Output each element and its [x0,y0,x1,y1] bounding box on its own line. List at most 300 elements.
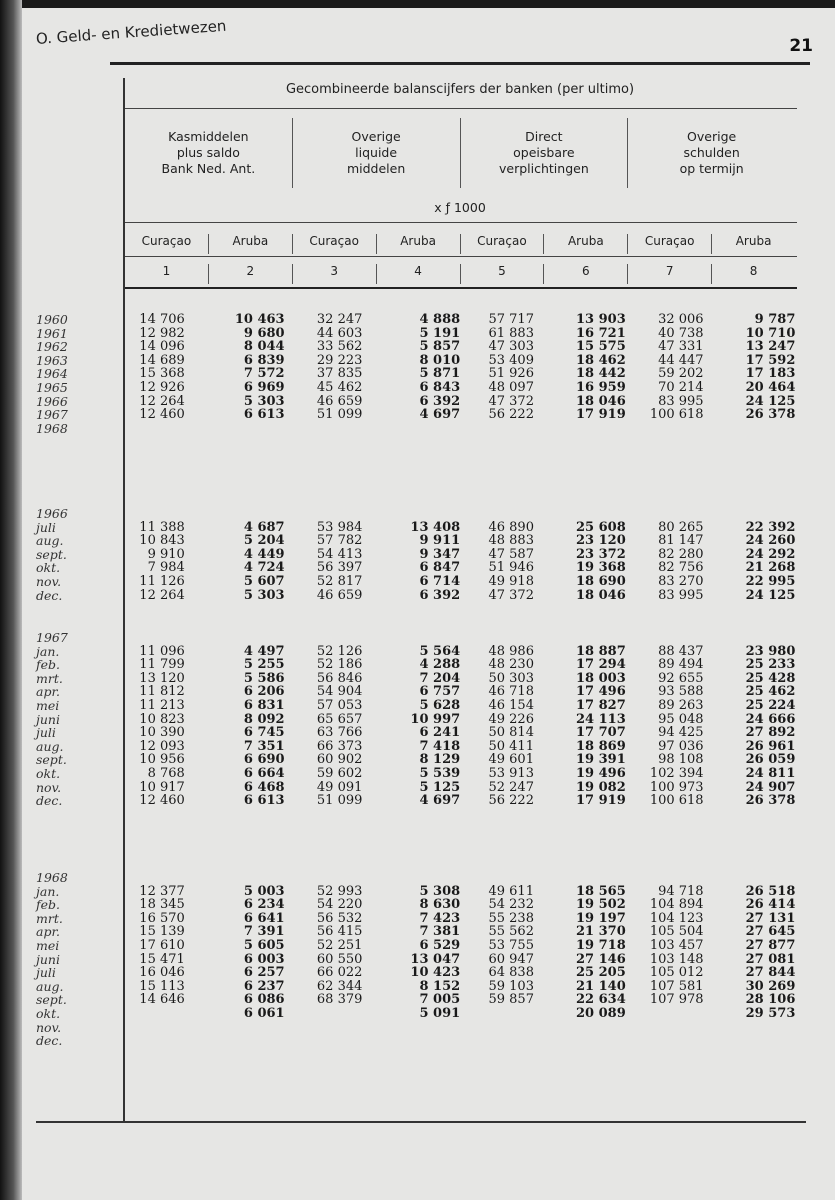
cell-col-7: 100 618 [649,407,704,423]
cell-col-7 [628,422,712,436]
cell-col-2: 6 745 [243,725,285,741]
table-row [36,912,796,926]
cell-col-7: 89 263 [658,697,704,713]
row-label: mrt. [36,910,63,926]
cell-col-7: 100 618 [649,793,704,809]
cell-col-5: 59 857 [488,992,534,1008]
cell-col-4: 6 392 [419,587,461,603]
cell-col-3: 60 902 [316,752,363,768]
cell-col-1 [125,1034,209,1048]
cell-col-7: 88 437 [658,643,704,659]
cell-col-7: 70 214 [658,379,704,395]
table-title: Gecombineerde balanscijfers der banken (per ultimo) [285,82,635,97]
cell-col-2: 6 641 [243,910,285,926]
cell-col-2: 6 839 [243,352,285,368]
cell-col-8: 24 811 [745,765,796,781]
subheader-aruba: Aruba [208,234,292,254]
table-row [36,672,796,686]
row-label: okt. [36,560,61,576]
table-row [36,1007,796,1021]
cell-col-1: 10 843 [139,533,185,549]
row-label: okt. [36,1005,61,1021]
cell-col-4: 7 381 [419,924,461,940]
cell-col-3: 54 413 [316,546,363,562]
cell-col-6: 15 575 [576,339,626,355]
table-row [36,699,796,713]
group-header-kasmiddelen: Kasmiddelen plus saldo Bank Ned. Ant. [161,129,256,176]
cell-col-4: 6 529 [419,937,461,953]
cell-col-3: 52 993 [316,883,363,899]
cell-col-5: 47 303 [488,339,534,355]
cell-col-6: 16 721 [576,325,626,341]
cell-col-5: 46 890 [488,519,534,535]
cell-col-3: 32 247 [316,312,363,327]
cell-col-5: 61 883 [488,325,534,341]
cell-col-2 [209,1021,293,1035]
cell-col-7: 83 270 [658,573,704,589]
cell-col-5: 47 372 [488,393,534,409]
cell-col-2: 5 303 [243,587,285,603]
cell-col-6: 22 634 [576,992,626,1008]
cell-col-8: 25 462 [745,684,796,700]
cell-col-7: 94 425 [658,725,704,741]
cell-col-3: 57 053 [316,697,363,713]
cell-col-8: 26 961 [745,738,796,754]
cell-col-6: 18 046 [576,587,626,603]
cell-col-7: 92 655 [658,670,704,686]
table-row [36,781,796,795]
row-label: 1963 [36,352,68,368]
cell-col-4: 9 347 [419,546,461,562]
cell-col-3: 66 022 [316,965,363,981]
cell-col-4 [376,1034,460,1048]
cell-col-5: 55 562 [488,924,534,940]
subheader-aruba: Aruba [543,234,627,254]
cell-col-3: 63 766 [316,725,363,741]
row-label: 1968 [36,420,68,436]
cell-col-5: 60 947 [488,951,534,967]
cell-col-3 [293,1007,377,1021]
cell-col-4: 5 539 [419,765,461,781]
subheader-row [125,234,795,254]
cell-col-8: 10 710 [745,325,796,341]
cell-col-2: 6 061 [243,1005,285,1021]
cell-col-7: 97 036 [658,738,704,754]
row-label: juni [36,711,60,727]
cell-col-1: 18 345 [139,897,185,913]
cell-col-1: 8 768 [147,765,185,781]
bottom-rule [36,1121,806,1123]
cell-col-1: 10 956 [139,752,185,768]
section-year-row [36,507,796,521]
cell-col-8 [712,422,796,436]
section-year-label: 1968 [36,870,68,885]
cell-col-2: 6 257 [243,965,285,981]
cell-col-7: 100 973 [649,779,704,795]
cell-col-3: 54 220 [316,897,363,913]
cell-col-2: 7 351 [243,738,285,754]
row-label: apr. [36,924,61,940]
row-label: juli [36,519,56,535]
cell-col-2: 6 831 [243,697,285,713]
cell-col-5: 53 755 [488,937,534,953]
cell-col-6: 17 919 [576,407,626,423]
cell-col-5: 50 303 [488,670,534,686]
cell-col-5: 57 717 [488,312,534,327]
cell-col-7 [628,1034,712,1048]
cell-col-2: 6 613 [243,793,285,809]
group-header-overige-liquide: Overige liquide middelen [292,118,460,188]
cell-col-5: 48 883 [488,533,534,549]
cell-col-4: 5 191 [419,325,461,341]
cell-col-3 [293,1021,377,1035]
cell-col-1: 13 120 [139,670,185,686]
cell-col-3: 44 603 [316,325,363,341]
cell-col-7: 103 148 [649,951,704,967]
row-label: 1966 [36,393,68,409]
cell-col-4: 8 152 [419,978,461,994]
cell-col-1: 12 264 [139,587,185,603]
cell-col-1: 12 264 [139,393,185,409]
cell-col-2: 10 463 [234,312,285,327]
cell-col-6: 19 368 [576,560,626,576]
column-number-row [125,264,795,284]
cell-col-8: 22 392 [745,519,796,535]
table-row [36,685,796,699]
cell-col-8: 27 877 [745,937,796,953]
divider [125,256,797,257]
cell-col-1: 14 096 [139,339,185,355]
cell-col-5: 48 097 [488,379,534,395]
cell-col-6: 17 827 [576,697,626,713]
cell-col-8: 26 378 [745,407,796,423]
cell-col-4: 5 628 [419,697,461,713]
cell-col-4 [376,422,460,436]
cell-col-3: 56 415 [316,924,363,940]
cell-col-8: 25 224 [745,697,796,713]
section-1967 [36,631,796,808]
cell-col-2: 5 003 [243,883,285,899]
cell-col-6: 17 919 [576,793,626,809]
row-label: nov. [36,573,62,589]
book-binding [0,0,22,1200]
cell-col-4: 7 423 [419,910,461,926]
cell-col-5: 46 718 [488,684,534,700]
cell-col-5: 51 946 [488,560,534,576]
table-row [36,340,796,354]
cell-col-5: 54 232 [488,897,534,913]
cell-col-8 [712,1034,796,1048]
cell-col-1: 10 823 [139,711,185,727]
table-row [36,753,796,767]
cell-col-5 [460,1034,544,1048]
cell-col-1: 14 706 [139,312,185,327]
cell-col-2: 5 204 [243,533,285,549]
cell-col-6: 25 205 [576,965,626,981]
cell-col-5: 48 230 [488,657,534,673]
row-label: 1967 [36,407,68,423]
row-label: 1964 [36,366,68,382]
cell-col-1: 11 213 [139,697,185,713]
cell-col-6: 18 003 [576,670,626,686]
cell-col-5 [460,1007,544,1021]
cell-col-6 [544,1021,628,1035]
cell-col-3: 49 091 [316,779,363,795]
cell-col-3: 51 099 [316,793,363,809]
cell-col-2: 6 206 [243,684,285,700]
cell-col-1: 11 812 [139,684,185,700]
cell-col-6: 18 690 [576,573,626,589]
cell-col-4: 5 564 [419,643,461,659]
cell-col-4: 7 204 [419,670,461,686]
cell-col-7 [628,1007,712,1021]
subheader-aruba: Aruba [376,234,460,254]
cell-col-3: 56 397 [316,560,363,576]
cell-col-7: 107 978 [649,992,704,1008]
cell-col-8: 20 464 [745,379,796,395]
table-row [36,422,796,436]
row-label: 1961 [36,325,68,341]
column-number: 7 [627,264,711,284]
annual-section [36,313,796,435]
section-1966 [36,507,796,602]
top-rule [110,62,810,65]
cell-col-3: 52 186 [316,657,363,673]
cell-col-4: 13 047 [410,951,461,967]
row-label: sept. [36,752,67,768]
cell-col-4: 5 857 [419,339,461,355]
cell-col-1: 16 046 [139,965,185,981]
row-label: 1965 [36,379,68,395]
cell-col-7: 93 588 [658,684,704,700]
table-row [36,713,796,727]
subheader-curaao: Curaçao [460,234,544,254]
row-label: mei [36,937,60,953]
cell-col-6: 18 565 [576,883,626,899]
cell-col-6: 19 502 [576,897,626,913]
cell-col-7: 82 756 [658,560,704,576]
row-label: dec. [36,1033,63,1049]
cell-col-4: 6 392 [419,393,461,409]
column-number: 5 [460,264,544,284]
table-row [36,885,796,899]
cell-col-7: 83 995 [658,393,704,409]
cell-col-8: 29 573 [745,1005,796,1021]
cell-col-6: 19 082 [576,779,626,795]
cell-col-3: 66 373 [316,738,363,754]
cell-col-4: 8 010 [419,352,461,368]
table-row [36,794,796,808]
cell-col-3: 56 532 [316,910,363,926]
cell-col-7: 104 894 [649,897,704,913]
cell-col-2: 5 255 [243,657,285,673]
cell-col-4: 5 125 [419,779,461,795]
cell-col-2: 6 613 [243,407,285,423]
row-label: aug. [36,738,64,754]
cell-col-8: 17 183 [745,366,796,382]
row-label: dec. [36,793,63,809]
cell-col-1: 12 377 [139,883,185,899]
cell-col-6: 17 496 [576,684,626,700]
cell-col-5: 55 238 [488,910,534,926]
table-row [36,658,796,672]
subheader-curaao: Curaçao [627,234,711,254]
row-label: nov. [36,1019,62,1035]
cell-col-6 [544,1034,628,1048]
cell-col-6: 27 146 [576,951,626,967]
row-label: feb. [36,897,60,913]
divider [125,108,797,109]
cell-col-8: 24 292 [745,546,796,562]
row-label: juli [36,965,56,981]
cell-col-4: 6 714 [419,573,461,589]
cell-col-3: 53 984 [316,519,363,535]
cell-col-2: 5 303 [243,393,285,409]
cell-col-4: 6 757 [419,684,461,700]
cell-col-6: 17 707 [576,725,626,741]
cell-col-6: 18 887 [576,643,626,659]
table-row [36,953,796,967]
cell-col-3: 57 782 [316,533,363,549]
cell-col-1: 12 982 [139,325,185,341]
cell-col-7: 47 331 [658,339,704,355]
row-label: mei [36,697,60,713]
cell-col-6: 18 462 [576,352,626,368]
cell-col-8: 13 247 [745,339,796,355]
cell-col-7: 105 504 [649,924,704,940]
cell-col-8: 26 059 [745,752,796,768]
cell-col-4: 4 288 [419,657,461,673]
row-label: 1960 [36,312,68,327]
cell-col-8: 9 787 [754,312,796,327]
cell-col-7: 82 280 [658,546,704,562]
cell-col-7: 89 494 [658,657,704,673]
cell-col-1: 17 610 [139,937,185,953]
table-row [36,925,796,939]
column-number: 6 [543,264,627,284]
cell-col-5 [460,1021,544,1035]
cell-col-5: 56 222 [488,407,534,423]
cell-col-3: 56 846 [316,670,363,686]
cell-col-1: 12 460 [139,793,185,809]
cell-col-7: 81 147 [658,533,704,549]
cell-col-2: 5 607 [243,573,285,589]
column-number: 1 [162,264,171,278]
cell-col-2 [209,1034,293,1048]
cell-col-3 [293,1034,377,1048]
cell-col-2: 6 234 [243,897,285,913]
cell-col-1 [125,422,209,436]
table-row [36,980,796,994]
table-row [36,898,796,912]
cell-col-4: 9 911 [419,533,461,549]
divider [125,222,797,223]
cell-col-5: 47 372 [488,587,534,603]
table-row [36,726,796,740]
cell-col-6: 19 391 [576,752,626,768]
cell-col-1: 16 570 [139,910,185,926]
row-label: 1962 [36,339,68,355]
cell-col-2: 8 092 [243,711,285,727]
table-row [36,1034,796,1048]
table-row [36,740,796,754]
cell-col-6: 23 372 [576,546,626,562]
group-header-direct-opeisbare: Direct opeisbare verplichtingen [460,118,628,188]
cell-col-2: 8 044 [243,339,285,355]
table-row [36,561,796,575]
cell-col-5: 48 986 [488,643,534,659]
cell-col-2: 4 687 [243,519,285,535]
column-number: 8 [711,264,795,284]
row-label: okt. [36,765,61,781]
cell-col-2: 6 690 [243,752,285,768]
cell-col-2: 5 605 [243,937,285,953]
cell-col-4: 8 630 [419,897,461,913]
page-number: 21 [789,36,813,56]
table-row [36,589,796,603]
cell-col-6: 19 197 [576,910,626,926]
cell-col-6: 25 608 [576,519,626,535]
cell-col-3: 52 251 [316,937,363,953]
table-row [36,367,796,381]
cell-col-8: 27 081 [745,951,796,967]
cell-col-1: 15 139 [139,924,185,940]
row-label: jan. [36,643,60,659]
cell-col-1: 12 926 [139,379,185,395]
cell-col-8: 26 518 [745,883,796,899]
cell-col-5: 56 222 [488,793,534,809]
row-label: dec. [36,587,63,603]
subheader-aruba: Aruba [711,234,795,254]
cell-col-2: 6 003 [243,951,285,967]
cell-col-2: 7 572 [243,366,285,382]
table-row [36,408,796,422]
cell-col-3: 46 659 [316,393,363,409]
cell-col-3 [293,422,377,436]
cell-col-5: 52 247 [488,779,534,795]
cell-col-3: 52 126 [316,643,363,659]
cell-col-2: 6 468 [243,779,285,795]
cell-col-1: 10 390 [139,725,185,741]
table-row [36,575,796,589]
cell-col-3: 29 223 [316,352,363,368]
cell-col-6: 24 113 [576,711,626,727]
cell-col-7: 44 447 [658,352,704,368]
cell-col-8 [712,1021,796,1035]
cell-col-4: 10 423 [410,965,461,981]
cell-col-3: 45 462 [316,379,363,395]
cell-col-7: 83 995 [658,587,704,603]
cell-col-5: 46 154 [488,697,534,713]
cell-col-4: 4 697 [419,407,461,423]
cell-col-1: 11 388 [139,519,185,535]
cell-col-7: 104 123 [649,910,704,926]
row-label: mrt. [36,670,63,686]
cell-col-8: 17 592 [745,352,796,368]
cell-col-8: 24 260 [745,533,796,549]
cell-col-7: 95 048 [658,711,704,727]
cell-col-2: 5 586 [243,670,285,686]
cell-col-5 [460,422,544,436]
unit-label: x ƒ 1000 [434,200,486,215]
cell-col-8: 21 268 [745,560,796,576]
cell-col-3: 62 344 [316,978,363,994]
cell-col-6: 23 120 [576,533,626,549]
cell-col-3: 65 657 [316,711,363,727]
cell-col-1 [125,1007,209,1021]
cell-col-8: 24 125 [745,393,796,409]
cell-col-1: 11 126 [139,573,185,589]
